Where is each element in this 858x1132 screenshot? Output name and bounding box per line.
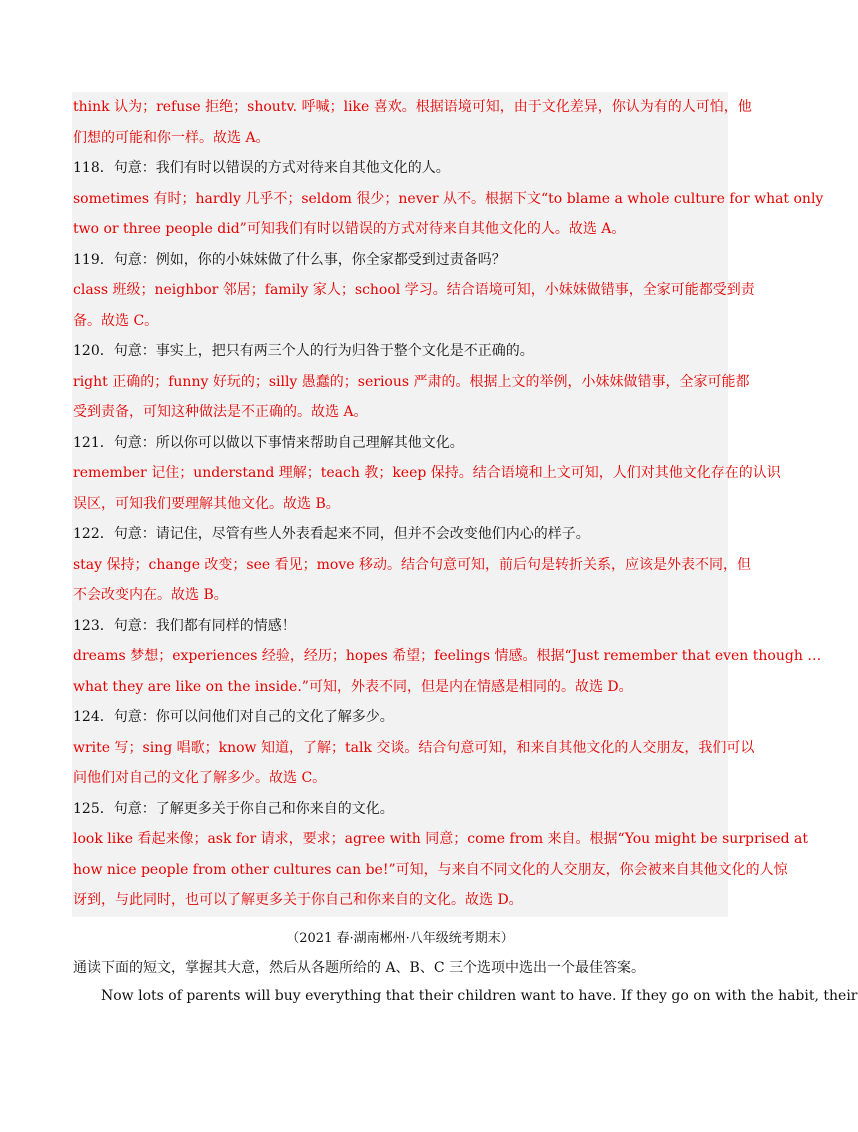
question-meaning-line: 125．句意：了解更多关于你自己和你来自的文化。 [73, 800, 394, 817]
explanation-line: sometimes 有时；hardly 几乎不；seldom 很少；never 从不。根据下文“to blame a whole culture for what only [73, 190, 824, 207]
passage-first-line: Now lots of parents will buy everything that their children want to have. If they go on with the habit, their [101, 988, 858, 1004]
question-meaning-line: 123．句意：我们都有同样的情感！ [73, 617, 296, 634]
explanation-line: how nice people from other cultures can be!”可知，与来自不同文化的人交朋友，你会被来自其他文化的人惊 [73, 861, 788, 878]
explanation-line: look like 看起来像；ask for 请求，要求；agree with 同意；come from 来自。根据“You might be surprised at [73, 831, 809, 847]
question-meaning-line: 124．句意：你可以问他们对自己的文化了解多少。 [73, 709, 394, 725]
explanation-line: dreams 梦想；experiences 经验，经历；hopes 希望；feelings 情感。根据“Just remember that even though … [73, 648, 822, 664]
explanation-line: right 正确的；funny 好玩的；silly 愚蠢的；serious 严肃的。根据上文的举例，小妹妹做错事，全家可能都 [73, 373, 750, 390]
explanation-line: 讶到，与此同时，也可以了解更多关于你自己和你来自的文化。故选 D。 [73, 892, 523, 908]
explanation-line: 受到责备，可知这种做法是不正确的。故选 A。 [73, 404, 368, 420]
explanation-line: 们想的可能和你一样。故选 A。 [73, 129, 270, 146]
explanation-line: 误区，可知我们要理解其他文化。故选 B。 [73, 495, 340, 512]
explanation-line: 不会改变内在。故选 B。 [73, 587, 228, 603]
question-meaning-line: 121．句意：所以你可以做以下事情来帮助自己理解其他文化。 [73, 434, 464, 451]
explanation-line: remember 记住；understand 理解；teach 教；keep 保持。结合语境和上文可知，人们对其他文化存在的认识 [73, 465, 781, 481]
explanation-line: what they are like on the inside.”可知，外表不同，但是内在情感是相同的。故选 D。 [73, 678, 633, 695]
question-meaning-line: 118．句意：我们有时以错误的方式对待来自其他文化的人。 [73, 160, 450, 176]
question-meaning-line: 120．句意：事实上，把只有两三个人的行为归咎于整个文化是不正确的。 [73, 343, 534, 359]
explanation-line: stay 保持；change 改变；see 看见；move 移动。结合句意可知，前后句是转折关系，应该是外表不同，但 [73, 556, 751, 573]
explanation-line: 问他们对自己的文化了解多少。故选 C。 [73, 770, 327, 786]
explanation-line: class 班级；neighbor 邻居；family 家人；school 学习。结合语境可知，小妹妹做错事，全家可能都受到责 [73, 282, 755, 298]
explanation-lines [73, 92, 824, 916]
explanation-line: write 写；sing 唱歌；know 知道，了解；talk 交谈。结合句意可知，和来自其他文化的人交朋友，我们可以 [73, 739, 755, 756]
explanation-line: 备。故选 C。 [73, 312, 159, 329]
question-meaning-line: 122．句意：请记住，尽管有些人外表看起来不同，但并不会改变他们内心的样子。 [73, 526, 590, 542]
explanation-line: two or three people did”可知我们有时以错误的方式对待来自其他文化的人。故选 A。 [73, 221, 626, 237]
explanation-line: think 认为；refuse 拒绝；shoutv. 呼喊；like 喜欢。根据语境可知，由于文化差异，你认为有的人可怕，他 [73, 99, 752, 115]
exam-source-label: （2021 春·湖南郴州·八年级统考期末） [286, 931, 514, 946]
question-meaning-line: 119．句意：例如，你的小妹妹做了什么事，你全家都受到过责备吗？ [73, 251, 506, 268]
reading-instruction: 通读下面的短文，掌握其大意，然后从各题所给的 A、B、C 三个选项中选出一个最佳答案。 [73, 960, 646, 976]
